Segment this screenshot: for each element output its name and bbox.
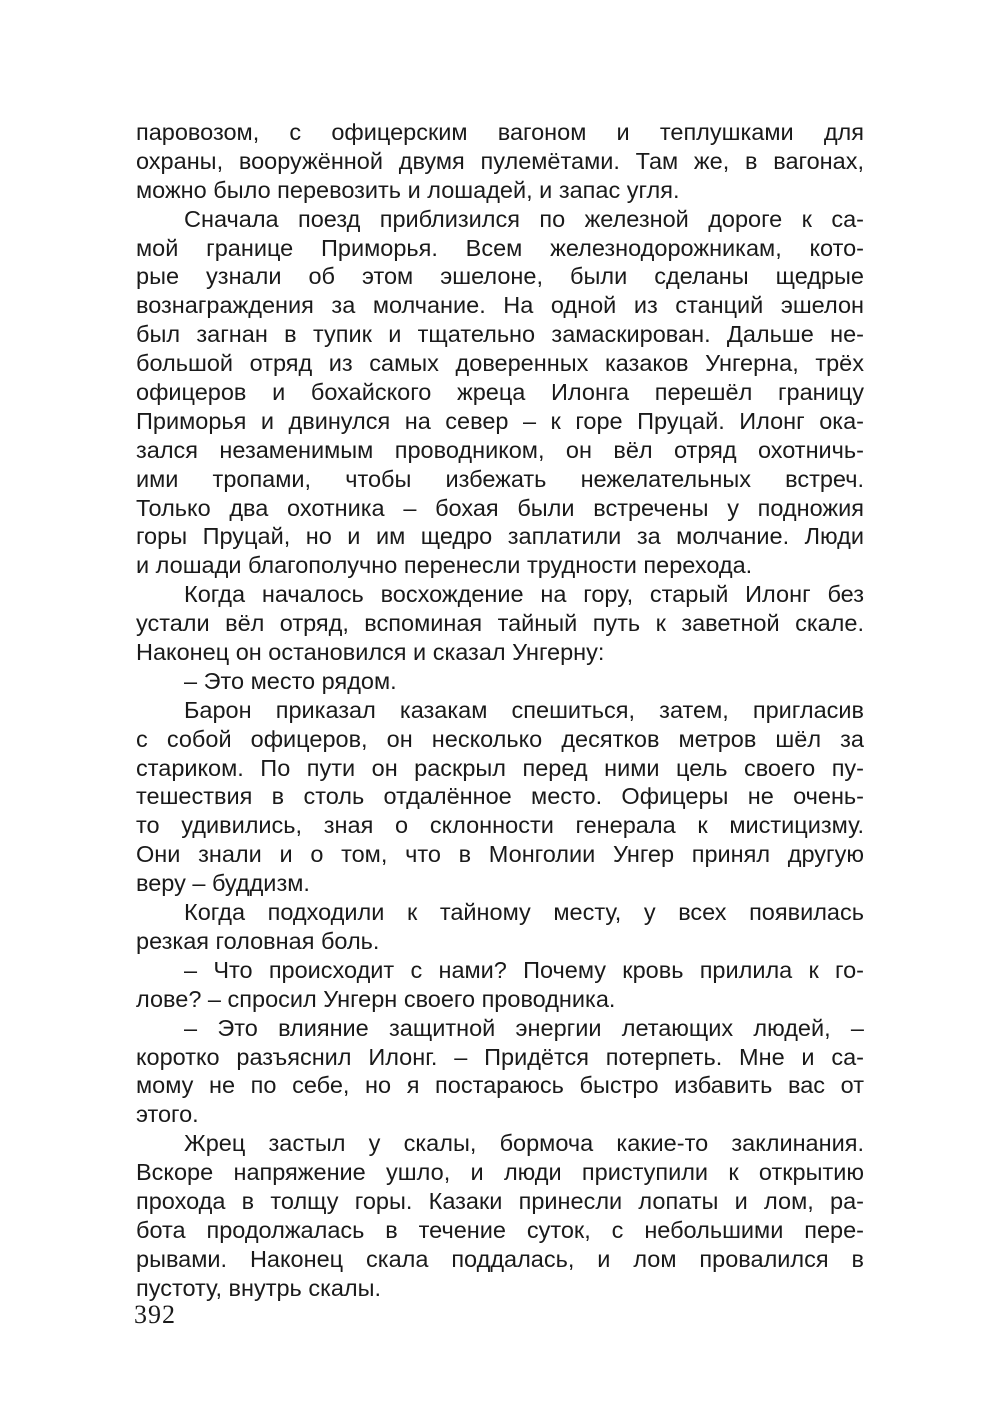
text-line: – Это влияние защитной энергии летающих людей, –: [184, 1014, 864, 1041]
text-line: зался незаменимым проводником, он вёл отряд охотничь-: [136, 436, 864, 463]
text-line: Вскоре напряжение ушло, и люди приступили к открытию: [136, 1159, 864, 1186]
text-line: горы Пруцай, но и им щедро заплатили за молчание. Люди: [136, 523, 864, 550]
text-line: рывами. Наконец скала поддалась, и лом провалился в: [136, 1245, 864, 1272]
text-line: был загнан в тупик и тщательно замаскирован. Дальше не-: [136, 321, 864, 348]
text-line: тешествия в столь отдалённое место. Офицеры не очень-: [136, 783, 864, 810]
text-line: мому не по себе, но я постараюсь быстро избавить вас от: [136, 1072, 864, 1099]
text-line: и лошади благополучно перенесли трудности перехода.: [136, 552, 753, 579]
text-line: можно было перевозить и лошадей, и запас угля.: [136, 176, 680, 203]
text-line: резкая головная боль.: [136, 927, 380, 954]
text-line: Когда подходили к тайному месту, у всех появилась: [184, 899, 864, 926]
text-line: Наконец он остановился и сказал Унгерну:: [136, 639, 605, 666]
text-line: прохода в толщу горы. Казаки принесли лопаты и лом, ра-: [136, 1187, 864, 1214]
text-line: стариком. По пути он раскрыл перед ними цель своего пу-: [136, 754, 864, 781]
text-line: коротко разъяснил Илонг. – Придётся потерпеть. Мне и са-: [136, 1043, 864, 1070]
text-line: вознаграждения за молчание. На одной из станций эшелон: [136, 292, 864, 319]
text-line: Жрец застыл у скалы, бормоча какие-то заклинания.: [184, 1130, 864, 1157]
text-line: офицеров и бохайского жреца Илонга перешёл границу: [136, 379, 864, 406]
text-line: охраны, вооружённой двумя пулемётами. Там же, в вагонах,: [136, 147, 864, 174]
text-line: этого.: [136, 1101, 199, 1128]
text-line: ими тропами, чтобы избежать нежелательных встреч.: [136, 465, 864, 492]
text-line: – Что происходит с нами? Почему кровь прилила к го-: [184, 956, 864, 983]
text-line: Когда началось восхождение на гору, старый Илонг без: [184, 581, 864, 608]
text-line: Барон приказал казакам спешиться, затем, пригласив: [184, 696, 864, 723]
text-line: большой отряд из самых доверенных казаков Унгерна, трёх: [136, 350, 864, 377]
text-line: то удивились, зная о склонности генерала к мистицизму.: [136, 812, 864, 839]
text-line: веру – буддизм.: [136, 870, 310, 897]
text-line: бота продолжалась в течение суток, с небольшими пере-: [136, 1216, 864, 1243]
book-page-text: [136, 118, 864, 1303]
text-line: рые узнали об этом эшелоне, были сделаны щедрые: [136, 263, 864, 290]
text-line: устали вёл отряд, вспоминая тайный путь к заветной скале.: [136, 610, 864, 637]
text-line: Сначала поезд приблизился по железной дороге к са-: [184, 205, 864, 232]
page-number: 392: [134, 1300, 176, 1329]
text-line: Приморья и двинулся на север – к горе Пруцай. Илонг ока-: [136, 407, 864, 434]
text-line: мой границе Приморья. Всем железнодорожникам, кото-: [136, 234, 864, 261]
text-line: паровозом, с офицерским вагоном и теплушками для: [136, 119, 864, 145]
text-line: Они знали и о том, что в Монголии Унгер принял другую: [136, 841, 864, 868]
text-line: лове? – спросил Унгерн своего проводника.: [136, 985, 616, 1012]
text-line: пустоту, внутрь скалы.: [136, 1274, 382, 1301]
text-line: с собой офицеров, он несколько десятков метров шёл за: [136, 725, 864, 752]
text-line: Только два охотника – бохая были встречены у подножия: [136, 494, 864, 521]
text-line: – Это место рядом.: [184, 667, 397, 694]
